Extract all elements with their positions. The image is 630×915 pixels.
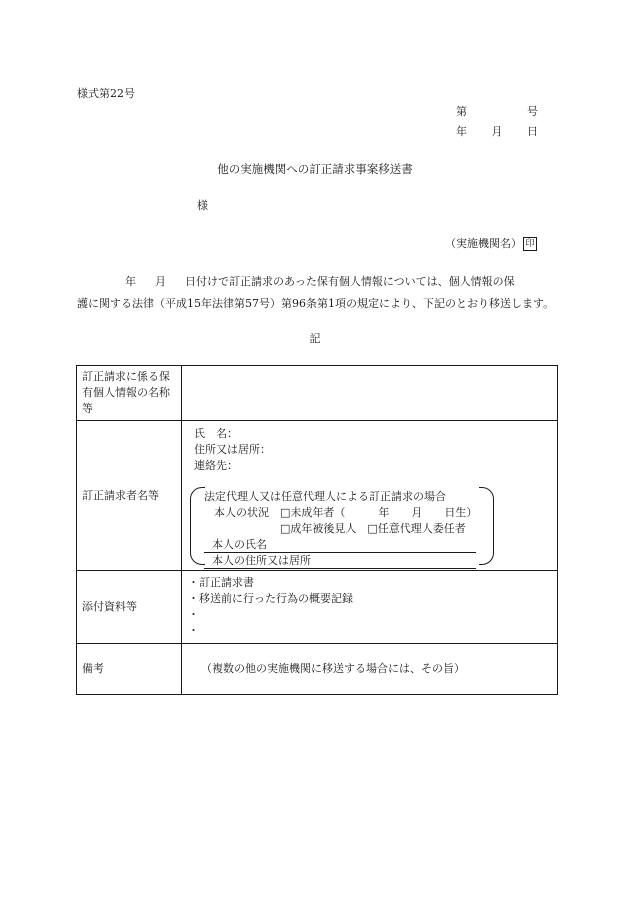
seal-mark: 印	[523, 237, 537, 251]
remarks-label: 備考	[82, 662, 104, 675]
agent-section	[204, 489, 477, 569]
table-row-applicant	[77, 421, 558, 571]
adult-ward-checkbox[interactable]: □成年被後見人	[280, 522, 357, 535]
attachments-label-cell	[77, 571, 182, 644]
body-line1-text: 日付けで訂正請求のあった保有個人情報については、個人情報の保	[185, 275, 515, 288]
applicant-label-cell	[77, 421, 182, 571]
list-item: ・訂正請求書	[188, 576, 254, 589]
date-month: 月	[491, 125, 503, 138]
form-number: 様式第22号	[77, 87, 135, 100]
document-number-prefix: 第	[456, 105, 467, 118]
info-label-cell	[77, 366, 182, 421]
document-number-suffix: 号	[527, 105, 538, 118]
table-row-attachments	[77, 571, 558, 644]
transfer-detail-table	[76, 365, 558, 695]
list-item: ・移送前に行った行為の概要記録	[188, 592, 353, 605]
list-item: ・	[188, 608, 199, 621]
body-line-2: 護に関する法律（平成15年法律第57号）第96条第1項の規定により、下記のとおり移送します。	[77, 297, 555, 310]
body-month: 月	[155, 275, 166, 288]
principal-status-row	[204, 505, 477, 521]
applicant-fields	[194, 426, 271, 474]
agent-heading: 法定代理人又は任意代理人による訂正請求の場合	[204, 490, 446, 503]
applicant-value-cell	[182, 421, 558, 571]
issue-date-line	[456, 124, 538, 140]
date-day: 日	[527, 125, 538, 138]
remarks-label-cell	[77, 644, 182, 695]
sender-line	[445, 236, 537, 252]
document-number-line	[456, 104, 538, 120]
list-item: ・	[188, 624, 199, 637]
principal-name-field[interactable]: 本人の氏名	[204, 537, 476, 553]
table-row-info	[77, 366, 558, 421]
body-year: 年	[125, 275, 136, 288]
ki-heading: 記	[309, 332, 321, 345]
info-label: 訂正請求に係る保有個人情報の名称等	[82, 370, 170, 415]
document-title: 他の実施機関への訂正請求事案移送書	[217, 162, 413, 176]
principal-address-field[interactable]: 本人の住所又は居所	[204, 553, 476, 569]
applicant-contact-field: 連絡先：	[194, 459, 238, 472]
minor-checkbox[interactable]: □未成年者（ 年 月 日生）	[280, 506, 478, 519]
info-value-cell	[182, 366, 558, 421]
attachments-label: 添付資料等	[82, 600, 137, 613]
applicant-address-field: 住所又は居所：	[194, 443, 271, 456]
voluntary-agent-checkbox[interactable]: □任意代理人委任者	[367, 522, 466, 535]
remarks-text: （複数の他の実施機関に移送する場合には、その旨）	[201, 662, 465, 675]
applicant-label: 訂正請求者名等	[82, 488, 159, 502]
principal-status-row-2	[204, 521, 477, 537]
addressee-honorific: 様	[197, 199, 208, 212]
attachments-value-cell	[182, 571, 558, 644]
body-line-1	[77, 271, 559, 293]
attachments-list	[182, 571, 557, 643]
body-paragraph	[77, 271, 559, 315]
principal-status-label: 本人の状況	[214, 506, 269, 519]
table-row-remarks	[77, 644, 558, 695]
remarks-value-cell	[182, 644, 558, 695]
applicant-name-field: 氏 名：	[194, 427, 238, 440]
date-year: 年	[456, 125, 467, 138]
sender-name: （実施機関名）	[445, 237, 522, 250]
